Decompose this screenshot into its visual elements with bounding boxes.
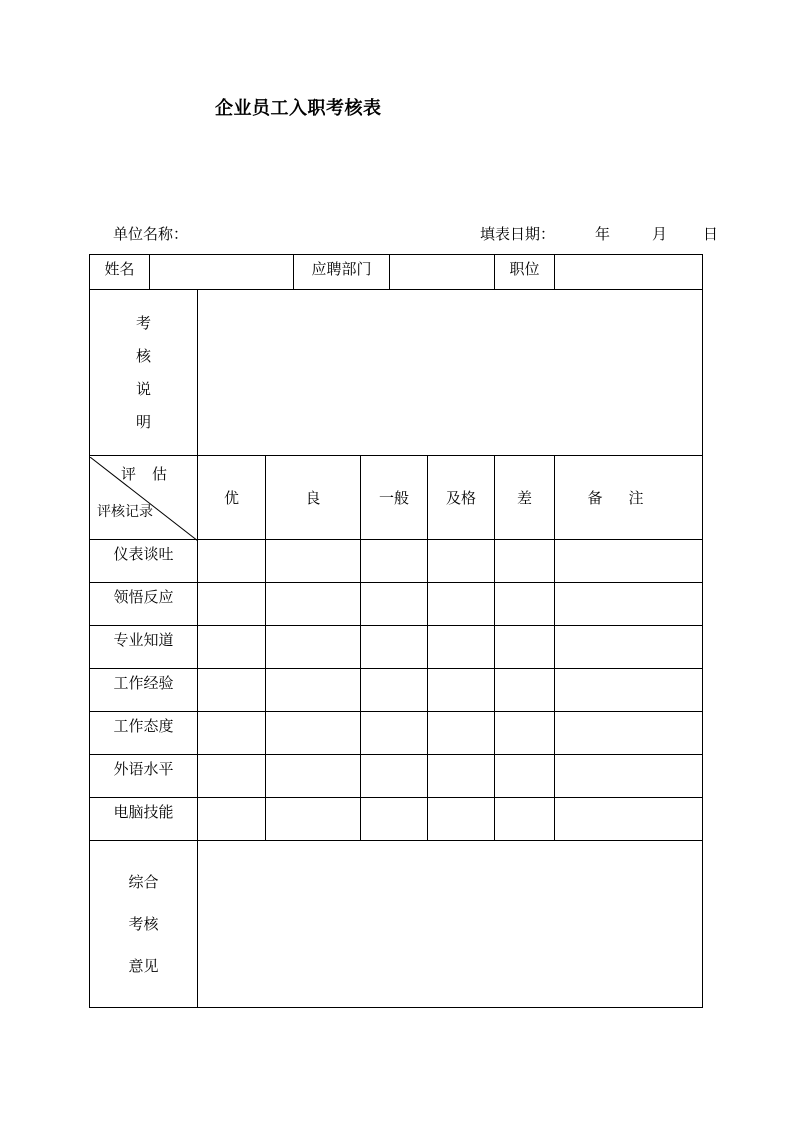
criteria-label: 电脑技能 bbox=[90, 798, 198, 841]
summary-label-line: 综合 bbox=[128, 873, 159, 891]
diag-top-label: 评估 bbox=[120, 464, 183, 483]
grade-good: 良 bbox=[266, 456, 361, 540]
grade-cell[interactable] bbox=[198, 540, 266, 583]
diag-bottom-label: 评核记录 bbox=[97, 503, 153, 520]
unit-name-label: 单位名称： bbox=[113, 225, 189, 243]
grade-cell[interactable] bbox=[495, 540, 555, 583]
criteria-row bbox=[90, 669, 703, 712]
criteria-row bbox=[90, 626, 703, 669]
grade-cell[interactable] bbox=[495, 669, 555, 712]
page-title: 企业员工入职考核表 bbox=[215, 98, 382, 119]
fill-date-label: 填表日期： bbox=[480, 225, 556, 243]
exam-notes-char: 明 bbox=[135, 412, 151, 431]
grade-cell[interactable] bbox=[428, 540, 495, 583]
grade-cell[interactable] bbox=[495, 798, 555, 841]
date-year-label: 年 bbox=[595, 225, 611, 243]
grade-cell[interactable] bbox=[428, 669, 495, 712]
summary-label-line: 考核 bbox=[128, 915, 159, 933]
grade-cell[interactable] bbox=[361, 798, 428, 841]
grade-cell[interactable] bbox=[428, 755, 495, 798]
grade-cell[interactable] bbox=[428, 583, 495, 626]
criteria-row bbox=[90, 755, 703, 798]
summary-field[interactable] bbox=[198, 841, 703, 1008]
grade-cell[interactable] bbox=[428, 626, 495, 669]
grade-cell[interactable] bbox=[198, 755, 266, 798]
grade-cell[interactable] bbox=[198, 712, 266, 755]
grade-cell[interactable] bbox=[266, 712, 361, 755]
grade-cell[interactable] bbox=[361, 669, 428, 712]
exam-notes-char: 说 bbox=[135, 379, 151, 398]
criteria-row bbox=[90, 712, 703, 755]
criteria-label: 仪表谈吐 bbox=[90, 540, 198, 583]
remarks-label: 备注 bbox=[555, 456, 703, 540]
grade-cell[interactable] bbox=[361, 712, 428, 755]
grade-poor: 差 bbox=[495, 456, 555, 540]
grade-cell[interactable] bbox=[361, 755, 428, 798]
criteria-label: 专业知道 bbox=[90, 626, 198, 669]
exam-notes-char: 考 bbox=[135, 313, 151, 332]
basic-info-row bbox=[90, 255, 703, 290]
date-month-label: 月 bbox=[652, 225, 668, 243]
remarks-cell[interactable] bbox=[555, 712, 703, 755]
name-label: 姓名 bbox=[90, 255, 150, 290]
grade-cell[interactable] bbox=[495, 626, 555, 669]
diagonal-header-cell bbox=[90, 456, 198, 540]
criteria-label: 工作态度 bbox=[90, 712, 198, 755]
grade-cell[interactable] bbox=[266, 669, 361, 712]
criteria-row bbox=[90, 583, 703, 626]
date-day-label: 日 bbox=[703, 225, 719, 243]
exam-notes-field[interactable] bbox=[198, 290, 703, 456]
grade-cell[interactable] bbox=[428, 798, 495, 841]
remarks-cell[interactable] bbox=[555, 755, 703, 798]
exam-notes-char: 核 bbox=[135, 346, 151, 365]
exam-notes-label bbox=[90, 290, 198, 456]
exam-notes-row bbox=[90, 290, 703, 456]
grade-cell[interactable] bbox=[266, 626, 361, 669]
grade-cell[interactable] bbox=[495, 712, 555, 755]
fill-date-area bbox=[480, 223, 718, 244]
summary-label bbox=[90, 841, 198, 1008]
summary-label-line: 意见 bbox=[128, 957, 159, 975]
remarks-cell[interactable] bbox=[555, 798, 703, 841]
dept-label: 应聘部门 bbox=[294, 255, 390, 290]
summary-row bbox=[90, 841, 703, 1008]
grade-average: 一般 bbox=[361, 456, 428, 540]
grade-excellent: 优 bbox=[198, 456, 266, 540]
name-field[interactable] bbox=[150, 255, 294, 290]
grade-cell[interactable] bbox=[198, 798, 266, 841]
position-label: 职位 bbox=[495, 255, 555, 290]
remarks-cell[interactable] bbox=[555, 626, 703, 669]
grade-cell[interactable] bbox=[198, 669, 266, 712]
dept-field[interactable] bbox=[390, 255, 495, 290]
grade-header-row bbox=[90, 456, 703, 540]
grade-cell[interactable] bbox=[361, 540, 428, 583]
grade-cell[interactable] bbox=[198, 626, 266, 669]
grade-cell[interactable] bbox=[428, 712, 495, 755]
grade-cell[interactable] bbox=[198, 583, 266, 626]
criteria-row bbox=[90, 798, 703, 841]
grade-cell[interactable] bbox=[266, 755, 361, 798]
position-field[interactable] bbox=[555, 255, 703, 290]
grade-cell[interactable] bbox=[495, 755, 555, 798]
grade-cell[interactable] bbox=[266, 540, 361, 583]
remarks-cell[interactable] bbox=[555, 540, 703, 583]
criteria-label: 外语水平 bbox=[90, 755, 198, 798]
grade-cell[interactable] bbox=[266, 798, 361, 841]
criteria-row bbox=[90, 540, 703, 583]
grade-cell[interactable] bbox=[266, 583, 361, 626]
criteria-label: 工作经验 bbox=[90, 669, 198, 712]
criteria-label: 领悟反应 bbox=[90, 583, 198, 626]
remarks-cell[interactable] bbox=[555, 669, 703, 712]
grade-cell[interactable] bbox=[495, 583, 555, 626]
remarks-cell[interactable] bbox=[555, 583, 703, 626]
grade-cell[interactable] bbox=[361, 583, 428, 626]
grade-cell[interactable] bbox=[361, 626, 428, 669]
grade-pass: 及格 bbox=[428, 456, 495, 540]
assessment-table bbox=[89, 254, 703, 1008]
